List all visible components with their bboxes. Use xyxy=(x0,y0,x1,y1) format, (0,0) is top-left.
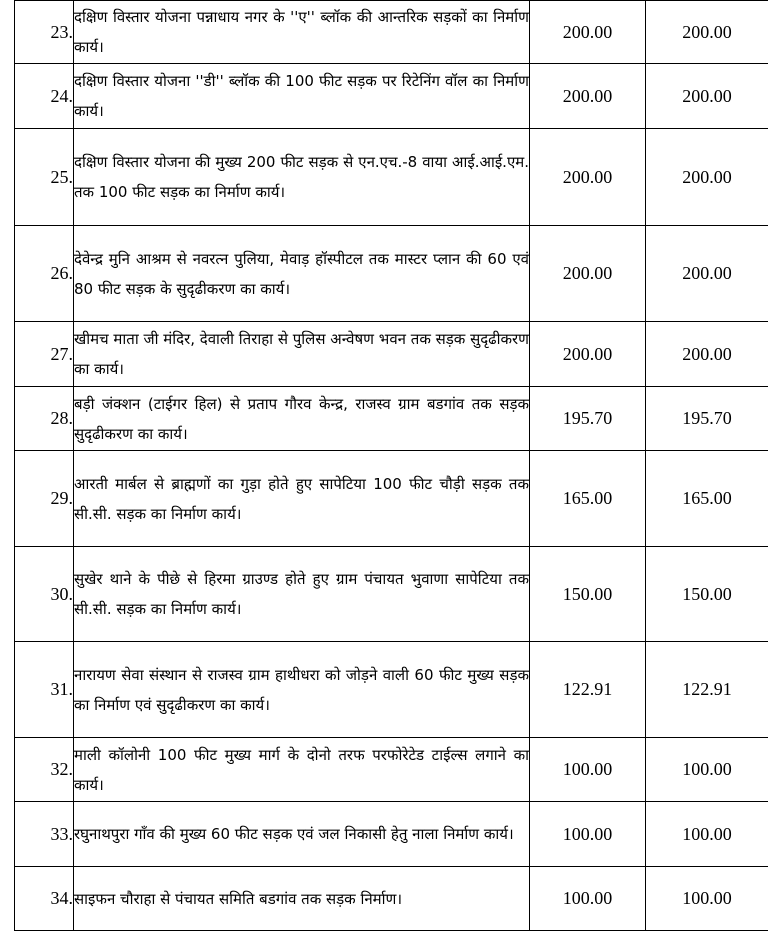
table-row xyxy=(15,64,768,129)
serial-number: 30. xyxy=(15,547,74,642)
work-description: दक्षिण विस्तार योजना पन्नाधाय नगर के ''ए'' ब्लॉक की आन्तरिक सड़कों का निर्माण कार्य। xyxy=(74,1,530,64)
table-row xyxy=(15,129,768,226)
amount-col-2: 200.00 xyxy=(646,1,768,64)
amount-col-1: 200.00 xyxy=(530,129,646,226)
amount-col-1: 100.00 xyxy=(530,867,646,931)
amount-col-2: 100.00 xyxy=(646,867,768,931)
table-row xyxy=(15,738,768,802)
amount-col-2: 100.00 xyxy=(646,738,768,802)
amount-col-1: 200.00 xyxy=(530,322,646,387)
work-description: माली कॉलोनी 100 फीट मुख्य मार्ग के दोनो तरफ परफोरेटेड टाईल्स लगाने का कार्य। xyxy=(74,738,530,802)
table-row xyxy=(15,642,768,738)
amount-col-2: 200.00 xyxy=(646,226,768,322)
table-row xyxy=(15,322,768,387)
amount-col-1: 195.70 xyxy=(530,387,646,451)
work-description: रघुनाथपुरा गाँव की मुख्य 60 फीट सड़क एवं जल निकासी हेतु नाला निर्माण कार्य। xyxy=(74,802,530,867)
amount-col-2: 100.00 xyxy=(646,802,768,867)
amount-col-1: 100.00 xyxy=(530,802,646,867)
table-row xyxy=(15,867,768,931)
serial-number: 28. xyxy=(15,387,74,451)
amount-col-2: 200.00 xyxy=(646,322,768,387)
serial-number: 33. xyxy=(15,802,74,867)
table-row xyxy=(15,802,768,867)
amount-col-2: 195.70 xyxy=(646,387,768,451)
serial-number: 25. xyxy=(15,129,74,226)
serial-number: 24. xyxy=(15,64,74,129)
serial-number: 23. xyxy=(15,1,74,64)
amount-col-1: 122.91 xyxy=(530,642,646,738)
work-description: आरती मार्बल से ब्राह्मणों का गुड़ा होते हुए सापेटिया 100 फीट चौड़ी सड़क तक सी.सी. सड़क का निर्माण कार्य। xyxy=(74,451,530,547)
amount-col-1: 200.00 xyxy=(530,64,646,129)
amount-col-1: 200.00 xyxy=(530,1,646,64)
serial-number: 26. xyxy=(15,226,74,322)
work-description: सुखेर थाने के पीछे से हिरमा ग्राउण्ड होते हुए ग्राम पंचायत भुवाणा सापेटिया तक सी.सी. सड़क का निर्माण कार्य। xyxy=(74,547,530,642)
amount-col-1: 165.00 xyxy=(530,451,646,547)
amount-col-2: 150.00 xyxy=(646,547,768,642)
amount-col-2: 122.91 xyxy=(646,642,768,738)
serial-number: 34. xyxy=(15,867,74,931)
work-description: बड़ी जंक्शन (टाईगर हिल) से प्रताप गौरव केन्द्र, राजस्व ग्राम बडगांव तक सड़क सुदृढीकरण का कार्य। xyxy=(74,387,530,451)
table-row xyxy=(15,547,768,642)
table-row xyxy=(15,1,768,64)
amount-col-2: 200.00 xyxy=(646,64,768,129)
amount-col-2: 165.00 xyxy=(646,451,768,547)
work-description: दक्षिण विस्तार योजना की मुख्य 200 फीट सड़क से एन.एच.-8 वाया आई.आई.एम. तक 100 फीट सड़क का निर्माण कार्य। xyxy=(74,129,530,226)
amount-col-2: 200.00 xyxy=(646,129,768,226)
works-table xyxy=(14,0,768,931)
work-description: साइफन चौराहा से पंचायत समिति बडगांव तक सड़क निर्माण। xyxy=(74,867,530,931)
table-row xyxy=(15,451,768,547)
amount-col-1: 100.00 xyxy=(530,738,646,802)
amount-col-1: 200.00 xyxy=(530,226,646,322)
table-row xyxy=(15,226,768,322)
work-description: दक्षिण विस्तार योजना ''डी'' ब्लॉक की 100 फीट सड़क पर रिटेनिंग वॉल का निर्माण कार्य। xyxy=(74,64,530,129)
serial-number: 32. xyxy=(15,738,74,802)
amount-col-1: 150.00 xyxy=(530,547,646,642)
work-description: खीमच माता जी मंदिर, देवाली तिराहा से पुलिस अन्वेषण भवन तक सड़क सुदृढीकरण का कार्य। xyxy=(74,322,530,387)
table-row xyxy=(15,387,768,451)
serial-number: 29. xyxy=(15,451,74,547)
serial-number: 27. xyxy=(15,322,74,387)
work-description: देवेन्द्र मुनि आश्रम से नवरत्न पुलिया, मेवाड़ हॉस्पीटल तक मास्टर प्लान की 60 एवं 80 फीट सड़क के सुदृढीकरण का कार्य। xyxy=(74,226,530,322)
work-description: नारायण सेवा संस्थान से राजस्व ग्राम हाथीधरा को जोड़ने वाली 60 फीट मुख्य सड़क का निर्माण एवं सुदृढीकरण का कार्य। xyxy=(74,642,530,738)
serial-number: 31. xyxy=(15,642,74,738)
